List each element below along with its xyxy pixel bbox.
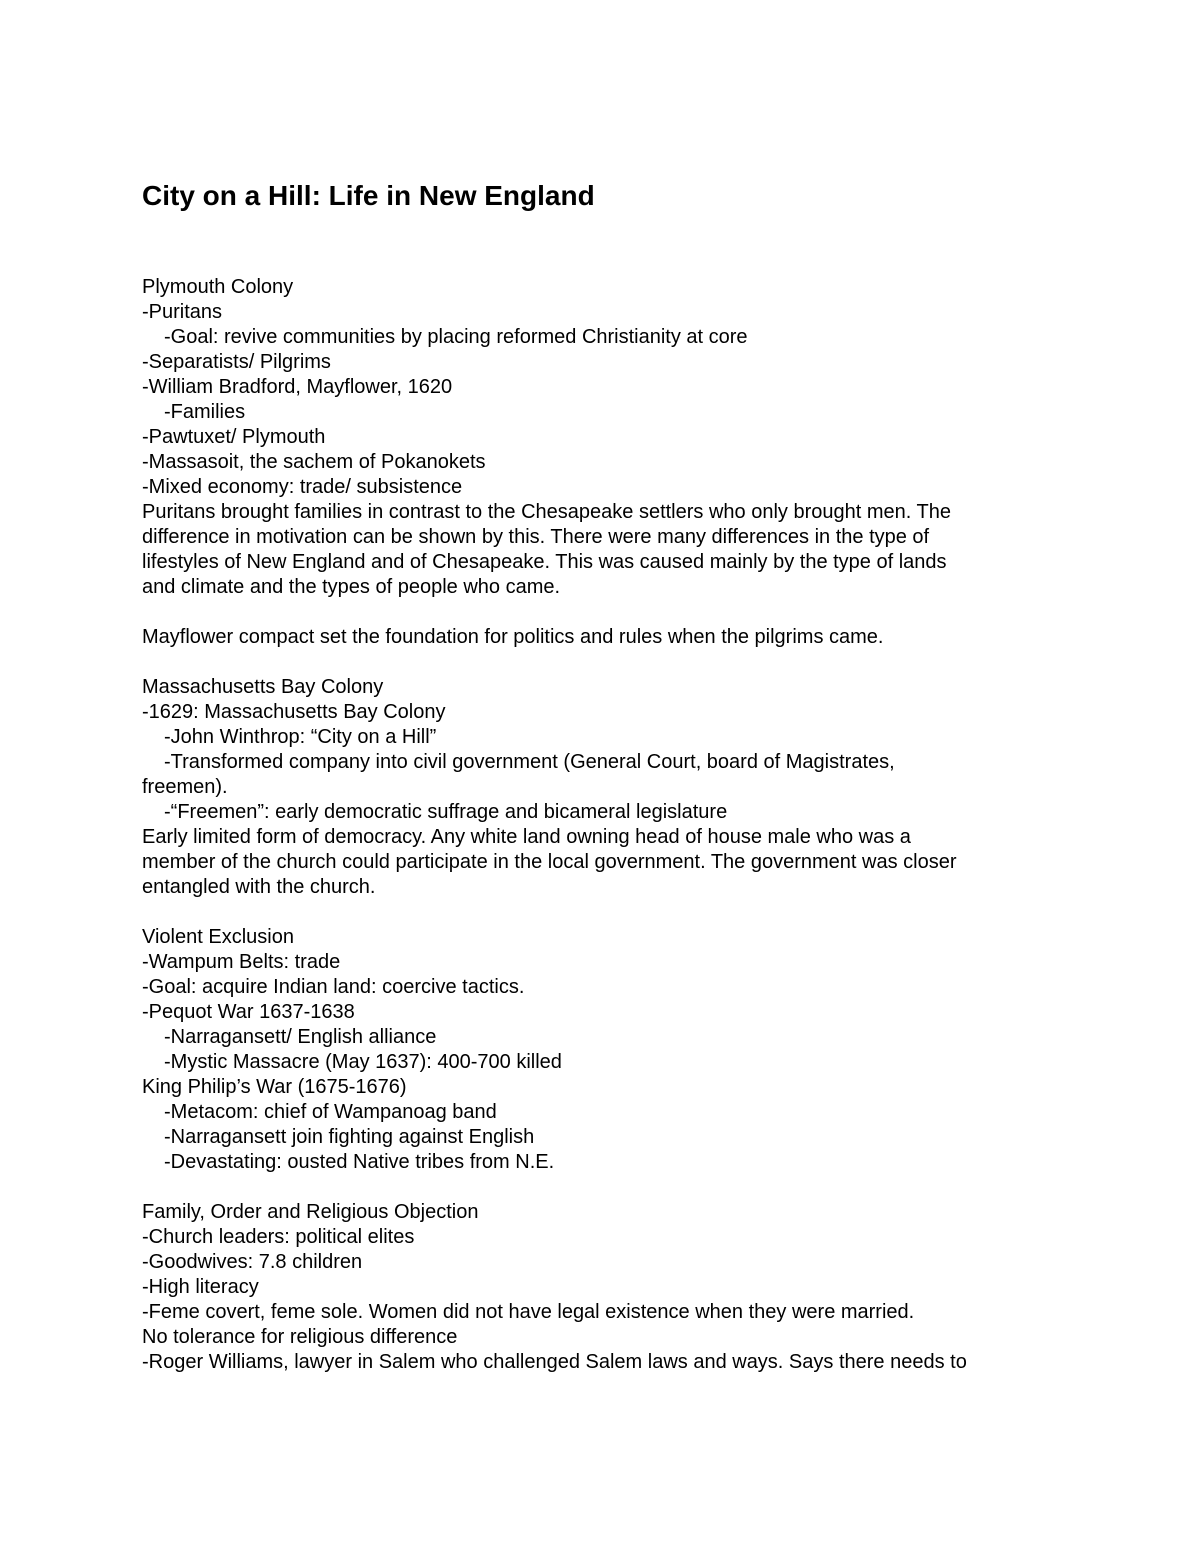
document-body [142, 275, 1142, 1375]
text-line: King Philip’s War (1675-1676) [142, 1076, 407, 1098]
text-line: -Devastating: ousted Native tribes from N.E. [164, 1151, 555, 1173]
text-line: Massachusetts Bay Colony [142, 676, 384, 698]
text-line: -Narragansett join fighting against English [164, 1126, 535, 1148]
document-title: City on a Hill: Life in New England [142, 180, 595, 211]
blank-line [142, 650, 1142, 675]
text-line: -Mixed economy: trade/ subsistence [142, 476, 463, 498]
text-line: -Narragansett/ English alliance [164, 1026, 437, 1048]
text-line: -Pequot War 1637-1638 [142, 1001, 355, 1023]
text-line: member of the church could participate in the local government. The government was closer [142, 851, 957, 873]
document-page [142, 178, 1142, 1375]
text-line: -High literacy [142, 1276, 259, 1298]
text-line: Family, Order and Religious Objection [142, 1201, 479, 1223]
text-line: -Mystic Massacre (May 1637): 400-700 killed [164, 1051, 562, 1073]
text-line: -William Bradford, Mayflower, 1620 [142, 376, 453, 398]
text-line: -Roger Williams, lawyer in Salem who challenged Salem laws and ways. Says there needs to [142, 1351, 967, 1373]
text-line: -Transformed company into civil government (General Court, board of Magistrates, [164, 751, 895, 773]
text-line: difference in motivation can be shown by this. There were many differences in the type of [142, 526, 930, 548]
blank-line [142, 600, 1142, 625]
text-line: -1629: Massachusetts Bay Colony [142, 701, 446, 723]
text-line: Mayflower compact set the foundation for politics and rules when the pilgrims came. [142, 626, 884, 648]
text-line: -Feme covert, feme sole. Women did not have legal existence when they were married. [142, 1301, 915, 1323]
text-line: -Puritans [142, 301, 223, 323]
text-line: -Metacom: chief of Wampanoag band [164, 1101, 497, 1123]
text-line: -Goal: acquire Indian land: coercive tactics. [142, 976, 525, 998]
text-line: lifestyles of New England and of Chesapeake. This was caused mainly by the type of lands [142, 551, 947, 573]
text-line: Early limited form of democracy. Any white land owning head of house male who was a [142, 826, 911, 848]
text-line: -Goodwives: 7.8 children [142, 1251, 363, 1273]
blank-line [142, 1175, 1142, 1200]
text-line: -Pawtuxet/ Plymouth [142, 426, 326, 448]
text-line: Puritans brought families in contrast to the Chesapeake settlers who only brought men. The [142, 501, 951, 523]
text-line: Violent Exclusion [142, 926, 294, 948]
text-line: Plymouth Colony [142, 276, 294, 298]
text-line: -“Freemen”: early democratic suffrage and bicameral legislature [164, 801, 728, 823]
text-line: -Wampum Belts: trade [142, 951, 341, 973]
text-line: -Families [164, 401, 246, 423]
text-line: No tolerance for religious difference [142, 1326, 458, 1348]
text-line: and climate and the types of people who came. [142, 576, 561, 598]
text-line: -John Winthrop: “City on a Hill” [164, 726, 437, 748]
text-line: -Separatists/ Pilgrims [142, 351, 331, 373]
text-line: -Massasoit, the sachem of Pokanokets [142, 451, 486, 473]
text-line: entangled with the church. [142, 876, 376, 898]
blank-line [142, 900, 1142, 925]
text-line: -Goal: revive communities by placing reformed Christianity at core [164, 326, 748, 348]
text-line: -Church leaders: political elites [142, 1226, 415, 1248]
text-line: freemen). [142, 776, 228, 798]
